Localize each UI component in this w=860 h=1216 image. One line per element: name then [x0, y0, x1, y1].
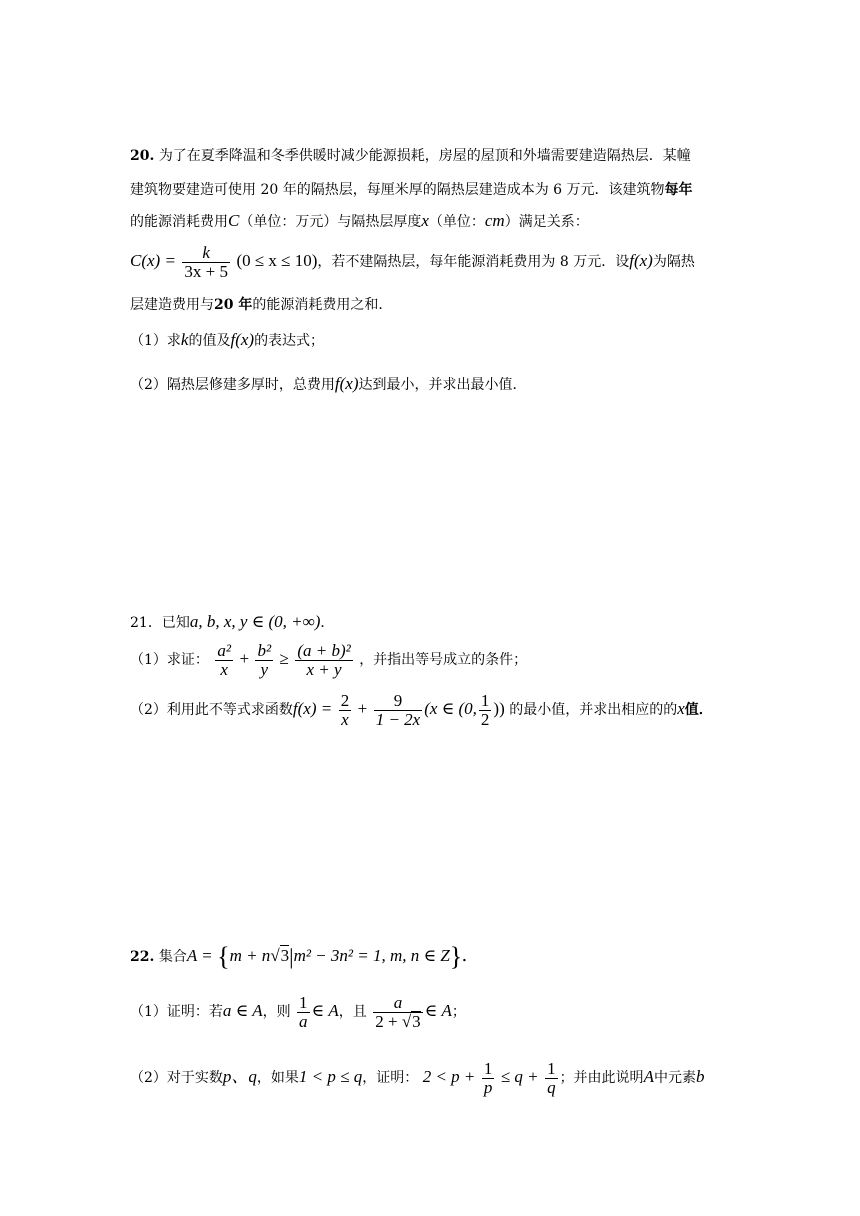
q22-h1-den: a	[299, 1011, 308, 1031]
q21-fraction-2-x	[339, 692, 352, 729]
q20-part1-fx: f(x)	[230, 330, 255, 349]
q20-formula-lhs: C(x) =	[130, 251, 176, 270]
q22-k2-num: 1	[547, 1058, 556, 1078]
q22-k2-den: q	[547, 1077, 556, 1097]
q22-part2-pq: p、q	[222, 1067, 257, 1086]
q22-part1-text-a: （1）证明：若	[130, 1004, 223, 1020]
q21-part-2	[130, 688, 713, 731]
q21-domain-a: (x ∈ (0,	[424, 699, 477, 718]
q21-condition: a, b, x, y ∈ (0, +∞)	[189, 612, 321, 631]
q20-text-3c: （单位：	[428, 214, 485, 230]
q20-text-3b: （单位：万元）与隔热层厚度	[239, 214, 422, 230]
q21-fraction-half	[479, 692, 492, 729]
q20-text-3d: ）满足关系：	[504, 214, 589, 230]
q21-fraction-sum	[295, 642, 352, 679]
q20-line-3	[130, 211, 589, 232]
q22-fraction-1-p	[482, 1060, 495, 1097]
q22-part2-text-b: ，如果	[256, 1070, 299, 1086]
q20-part1-text-b: 的值及	[188, 333, 231, 349]
q20-part2-text-b: 达到最小，并求出最小值．	[358, 377, 527, 393]
q20-part2-text-a: （2）隔热层修建多厚时，总费用	[130, 377, 335, 393]
q21-part2-text-a: （2）利用此不等式求函数	[130, 702, 293, 718]
q20-bold-each-year: 每年	[664, 182, 693, 198]
q20-number: 20.	[130, 148, 155, 164]
q21-number: 21．	[130, 615, 162, 631]
q22-in-A-2: ∈ A	[424, 1001, 452, 1020]
q21-fraction-b2-y	[255, 642, 273, 679]
q21-f2-den: y	[260, 659, 269, 679]
q22-ineq-b: ≤ q +	[500, 1067, 539, 1086]
q21-f2-num: b²	[257, 640, 272, 660]
q21-fraction-a2-x	[215, 642, 233, 679]
q22-part-1	[130, 990, 466, 1033]
q22-in-A-1: ∈ A	[311, 1001, 339, 1020]
q20-line-5	[130, 295, 392, 315]
q20-text-2: 建筑物要建造可使用 20 年的隔热层，每厘米厚的隔热层建造成本为 6 万元．该建筑物	[130, 182, 665, 198]
q21-text-1b: ．	[320, 615, 335, 631]
q21-part2-fx: f(x) =	[292, 699, 333, 718]
q20-part2-fx: f(x)	[334, 374, 359, 393]
q21-g1-num: 2	[340, 690, 350, 710]
q22-ineq-a: 2 < p +	[422, 1067, 476, 1086]
q22-h2-den-a: 2 +	[375, 1011, 398, 1031]
q21-f3-num: (a + b)²	[297, 640, 351, 660]
q22-h2-den: 2 + √3	[375, 1011, 421, 1031]
q22-part2-b: b	[695, 1067, 705, 1086]
q22-part2-condition: 1 < p ≤ q	[298, 1067, 363, 1086]
q21-g3-num: 1	[480, 690, 490, 710]
q22-k1-den: p	[483, 1077, 493, 1097]
q22-part1-text-d: ；	[451, 1004, 466, 1020]
q21-f1-den: x	[220, 659, 228, 679]
q21-part2-text-b: 的最小值，并求出相应的的	[509, 702, 678, 718]
q20-text-4c: 为隔热	[652, 254, 695, 270]
q20-line-1	[130, 146, 691, 166]
q20-part-1	[130, 330, 324, 351]
q20-bold-20-years: 20 年	[214, 297, 253, 313]
q21-domain-b: ))	[493, 699, 505, 718]
q20-text-4b: ，若不建隔热层，每年能源消耗费用为 8 万元．设	[317, 254, 630, 270]
q22-set-A: A =	[186, 946, 213, 965]
q21-g1-den: x	[341, 709, 349, 729]
q20-text-3a: 的能源消耗费用	[130, 214, 228, 230]
q20-symbol-fx: f(x)	[629, 251, 653, 270]
q22-part-2	[130, 1056, 704, 1099]
q20-unit-cm: cm	[484, 211, 505, 230]
q20-part1-k: k	[180, 330, 189, 349]
q21-fraction-9	[374, 692, 423, 729]
q22-part1-text-b: ，则	[262, 1004, 291, 1020]
q21-f3-den: x + y	[306, 659, 342, 679]
q22-set-expr-a: m + n	[229, 946, 271, 965]
q22-fraction-a-2sqrt3	[373, 994, 422, 1031]
q20-fraction-numerator: k	[182, 244, 230, 263]
q20-symbol-x: x	[421, 211, 429, 230]
q22-right-brace: }	[449, 942, 463, 971]
q22-part2-text-a: （2）对于实数	[130, 1070, 223, 1086]
q20-fraction-denominator: 3x + 5	[184, 261, 228, 281]
q20-line-4	[130, 240, 695, 283]
q22-part1-a-in-A: a ∈ A	[222, 1001, 263, 1020]
q20-line-2	[130, 180, 693, 200]
q20-text-5a: 层建造费用与	[130, 297, 214, 313]
q21-plus: +	[239, 649, 250, 668]
q21-text-1a: 已知	[161, 615, 190, 631]
q20-part-2	[130, 374, 527, 395]
q22-part2-text-c: ，证明：	[362, 1070, 419, 1086]
q21-part2-text-c: 值．	[684, 702, 713, 718]
q22-fraction-1-a	[297, 994, 310, 1031]
q22-text-1a: 集合	[158, 949, 187, 965]
q22-part2-text-e: 中元素	[653, 1070, 696, 1086]
q21-g2-num: 9	[374, 692, 423, 711]
q20-formula-domain: (0 ≤ x ≤ 10)	[236, 251, 318, 270]
q21-part1-text-a: （1）求证：	[130, 652, 209, 668]
q20-part1-text-c: 的表达式；	[254, 333, 325, 349]
q22-part2-A: A	[643, 1067, 654, 1086]
q21-part2-x: x	[677, 699, 685, 718]
q22-part2-text-d: ；并由此说明	[559, 1070, 644, 1086]
q22-k1-num: 1	[483, 1058, 493, 1078]
q22-set-condition: m² − 3n² = 1, m, n ∈ Z	[293, 946, 450, 965]
q22-sqrt-3: 3	[280, 946, 290, 965]
q22-fraction-1-q	[545, 1060, 558, 1097]
q21-line-1	[130, 612, 334, 633]
q22-part1-text-c: ，且	[338, 1004, 367, 1020]
q22-text-1b: ．	[462, 949, 477, 965]
q22-left-brace: {	[217, 942, 230, 971]
q20-formula-fraction	[182, 244, 230, 281]
q21-part-1	[130, 638, 527, 681]
q21-part1-text-b: ，并指出等号成立的条件；	[359, 652, 528, 668]
q22-line-1	[130, 936, 476, 977]
q20-symbol-C: C	[228, 211, 240, 230]
q22-h2-num: a	[373, 994, 422, 1013]
q21-f1-num: a²	[217, 640, 231, 660]
q22-sqrt-sign: √	[270, 946, 280, 965]
q21-g3-den: 2	[480, 709, 490, 729]
q22-set-bar: |	[289, 944, 294, 969]
q21-plus-2: +	[357, 699, 368, 718]
q21-g2-den: 1 − 2x	[375, 709, 421, 729]
q21-ge: ≥	[279, 649, 289, 668]
q20-part1-text-a: （1）求	[130, 333, 181, 349]
q20-text-1: 为了在夏季降温和冬季供暖时减少能源损耗，房屋的屋顶和外墙需要建造隔热层．某幢	[158, 148, 691, 164]
q22-number: 22.	[130, 949, 155, 965]
q22-h2-den-sqrt: 3	[412, 1011, 421, 1031]
q22-h1-num: 1	[299, 992, 308, 1012]
q20-text-5b: 的能源消耗费用之和．	[252, 297, 393, 313]
